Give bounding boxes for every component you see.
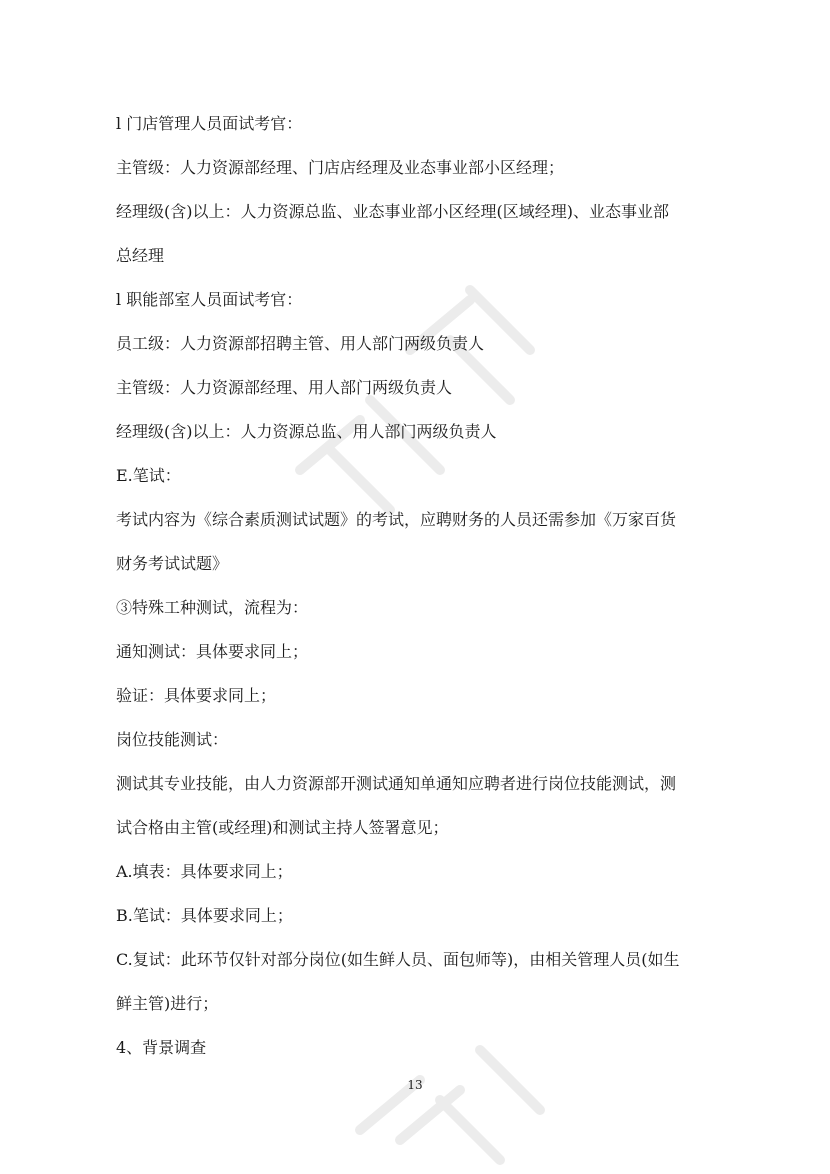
paragraph-line: 测试其专业技能，由人力资源部开测试通知单通知应聘者进行岗位技能测试，测: [116, 774, 677, 793]
paragraph-line: C.复试：此环节仅针对部分岗位(如生鲜人员、面包师等)，由相关管理人员(如生: [116, 950, 680, 969]
paragraph-line: 主管级：人力资源部经理、门店店经理及业态事业部小区经理；: [116, 158, 565, 177]
paragraph-line: 员工级：人力资源部招聘主管、用人部门两级负责人: [116, 334, 485, 353]
paragraph-line: 试合格由主管(或经理)和测试主持人签署意见；: [116, 818, 449, 837]
paragraph-line: 验证：具体要求同上；: [116, 686, 277, 705]
paragraph-line: l 门店管理人员面试考官：: [116, 114, 303, 133]
paragraph-line: ③特殊工种测试，流程为：: [116, 598, 309, 617]
paragraph-line: 通知测试：具体要求同上；: [116, 642, 309, 661]
paragraph-line: 4、背景调查: [116, 1038, 207, 1057]
paragraph-line: 经理级(含)以上：人力资源总监、业态事业部小区经理(区域经理)、业态事业部: [116, 202, 669, 221]
paragraph-line: B.笔试：具体要求同上；: [116, 906, 293, 925]
paragraph-line: E.笔试：: [116, 466, 181, 485]
paragraph-line: 鲜主管)进行；: [116, 994, 219, 1013]
paragraph-line: 主管级：人力资源部经理、用人部门两级负责人: [116, 378, 453, 397]
paragraph-line: 财务考试试题》: [116, 554, 229, 573]
paragraph-line: A.填表：具体要求同上；: [116, 862, 293, 881]
page-number: 13: [407, 1078, 423, 1092]
paragraph-line: l 职能部室人员面试考官：: [116, 290, 303, 309]
paragraph-line: 岗位技能测试：: [116, 730, 229, 749]
paragraph-line: 总经理: [116, 246, 165, 265]
paragraph-line: 考试内容为《综合素质测试试题》的考试，应聘财务的人员还需参加《万家百货: [116, 510, 677, 529]
paragraph-line: 经理级(含)以上：人力资源总监、用人部门两级负责人: [116, 422, 497, 441]
